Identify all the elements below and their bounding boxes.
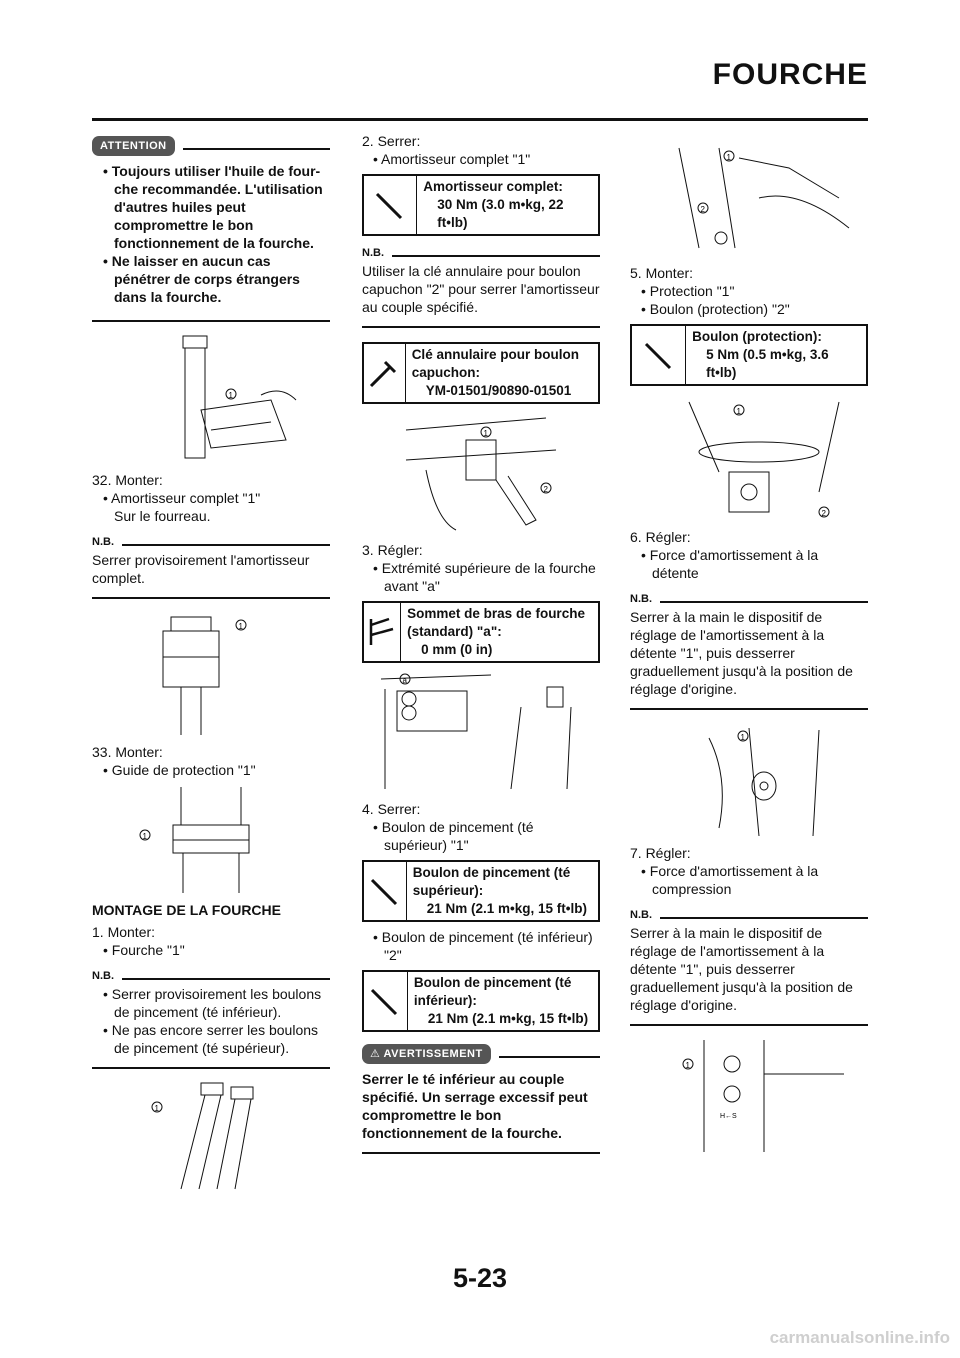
step-4-bullet: • Boulon de pincement (té supérieur) "1" <box>373 819 534 853</box>
step-5: 5. Monter: <box>630 265 694 281</box>
figure-protection-bolts <box>649 392 849 522</box>
spec-label: Clé annulaire pour boulon capuchon: <box>411 347 579 380</box>
torque-wrench-icon <box>632 326 686 384</box>
figure-protection-guide <box>121 785 301 895</box>
attention-item: • Ne laisser en aucun cas pénétrer de corps étrangers dans la fourche. <box>103 253 300 305</box>
callout-1: 1 <box>483 429 488 438</box>
dial-marking: H←S <box>720 1113 737 1120</box>
column-right <box>630 132 868 1165</box>
spec-box <box>362 860 600 922</box>
spec-box <box>362 970 600 1032</box>
figure-cap-bolt-wrench <box>396 410 566 535</box>
warning-icon: ⚠ <box>370 1048 384 1060</box>
warning-badge: ⚠ AVERTISSEMENT <box>362 1044 491 1064</box>
figure-fork-top-height <box>371 669 591 794</box>
figure-damper-install <box>111 330 311 465</box>
callout-2: 2 <box>543 485 548 494</box>
callout-1: 1 <box>736 407 741 416</box>
nb-1-item: • Ne pas encore serrer les boulons de pincement (té supérieur). <box>103 1022 319 1056</box>
figure-fork-install <box>121 1077 301 1197</box>
figure-compression-adjuster <box>644 1034 854 1159</box>
nb-header: N.B. <box>630 590 868 608</box>
warning-text: Serrer le té inférieur au couple spécifié. Un serrage excessif peut compromettre le bon fonctionnement de la fourche. <box>362 1071 588 1141</box>
column-middle <box>362 132 600 1162</box>
nb-1-item: • Serrer provisoirement les boulons de pincement (té inférieur). <box>103 986 322 1020</box>
callout-1: 1 <box>142 832 147 841</box>
step-2-bullet: • Amortisseur complet "1" <box>373 151 531 167</box>
callout-a: a <box>402 676 407 685</box>
step-33-bullet: • Guide de protection "1" <box>103 762 256 778</box>
spec-value: 21 Nm (2.1 m•kg, 15 ft•lb) <box>426 901 588 916</box>
step-7: 7. Régler: <box>630 845 691 861</box>
nb-header: N.B. <box>92 533 330 551</box>
figure-rebound-adjuster <box>649 718 849 838</box>
nb-6-text: Serrer à la main le dispositif de réglage de l'amortissement à la détente "1", puis desserrer graduellement jusqu'à la position de réglage d'origine. <box>630 609 853 697</box>
step-5-bullet: • Boulon (protection) "2" <box>641 301 790 317</box>
spec-box <box>362 174 600 236</box>
spec-label: Boulon de pincement (té inférieur): <box>413 975 572 1008</box>
step-3: 3. Régler: <box>362 542 423 558</box>
step-1: 1. Monter: <box>92 924 156 940</box>
figure-protector <box>639 138 859 258</box>
callout-1: 1 <box>238 622 243 631</box>
nb-header: N.B. <box>630 906 868 924</box>
step-2: 2. Serrer: <box>362 133 421 149</box>
step-7-bullet: • Force d'amortissement à la compression <box>641 863 819 897</box>
special-tool-icon <box>364 344 406 402</box>
callout-1: 1 <box>685 1061 690 1070</box>
step-3-bullet: • Extrémité supérieure de la fourche avant "a" <box>373 560 596 594</box>
spec-value: 0 mm (0 in) <box>421 642 493 657</box>
nb-header: N.B. <box>92 967 330 985</box>
spec-label: Amortisseur complet: <box>423 179 563 194</box>
torque-wrench-icon <box>364 862 407 920</box>
callout-1: 1 <box>154 1104 159 1113</box>
callout-2: 2 <box>821 509 826 518</box>
step-4: 4. Serrer: <box>362 801 421 817</box>
measure-icon <box>364 603 401 661</box>
torque-wrench-icon <box>364 972 408 1030</box>
step-5-bullet: • Protection "1" <box>641 283 735 299</box>
page-number: 5-23 <box>452 1263 508 1293</box>
spec-value: 21 Nm (2.1 m•kg, 15 ft•lb) <box>427 1011 589 1026</box>
page-title: FOURCHE <box>712 58 868 91</box>
step-6: 6. Régler: <box>630 529 691 545</box>
step-32-sub: Sur le fourreau. <box>114 508 211 524</box>
step-32-bullet: • Amortisseur complet "1" <box>103 490 261 506</box>
nb-7-text: Serrer à la main le dispositif de réglage de l'amortissement à la détente "1", puis desserrer graduellement jusqu'à la position de réglage d'origine. <box>630 925 853 1013</box>
callout-1: 1 <box>740 733 745 742</box>
spec-value: YM-01501/90890-01501 <box>425 383 572 398</box>
step-1-bullet: • Fourche "1" <box>103 942 185 958</box>
nb-header: N.B. <box>362 244 600 262</box>
spec-label: Sommet de bras de fourche (standard) "a": <box>407 606 585 639</box>
attention-text <box>92 162 330 306</box>
attention-item: • Toujours utiliser l'huile de four-che recommandée. L'utilisation d'autres huiles peut compromettre le bon fonctionnement de la fourche. <box>103 163 323 251</box>
nb-2-text: Utiliser la clé annulaire pour boulon capuchon "2" pour serrer l'amortisseur au couple spécifié. <box>362 263 600 315</box>
spec-label: Boulon de pincement (té supérieur): <box>412 865 571 898</box>
warning-header <box>362 1044 600 1064</box>
figure-damper-top <box>131 607 291 737</box>
spec-box <box>630 324 868 386</box>
spec-value: 5 Nm (0.5 m•kg, 3.6 ft•lb) <box>706 347 829 380</box>
callout-1: 1 <box>228 391 233 400</box>
step-32: 32. Monter: <box>92 472 163 488</box>
step-4-bullet-b: • Boulon de pincement (té inférieur) "2" <box>373 929 593 963</box>
torque-wrench-icon <box>364 176 417 234</box>
spec-box <box>362 342 600 404</box>
attention-header <box>92 136 330 156</box>
section-heading: MONTAGE DE LA FOURCHE <box>92 902 281 918</box>
attention-badge: ATTENTION <box>92 136 175 156</box>
watermark: carmanualsonline.info <box>769 1328 950 1347</box>
header-rule <box>92 118 868 121</box>
spec-label: Boulon (protection): <box>692 329 822 344</box>
callout-1: 1 <box>726 153 731 162</box>
column-left <box>92 132 330 1203</box>
spec-box <box>362 601 600 663</box>
spec-value: 30 Nm (3.0 m•kg, 22 ft•lb) <box>437 197 564 230</box>
nb-32-text: Serrer provisoirement l'amortisseur complet. <box>92 552 310 586</box>
callout-2: 2 <box>700 205 705 214</box>
step-33: 33. Monter: <box>92 744 163 760</box>
step-6-bullet: • Force d'amortissement à la détente <box>641 547 819 581</box>
